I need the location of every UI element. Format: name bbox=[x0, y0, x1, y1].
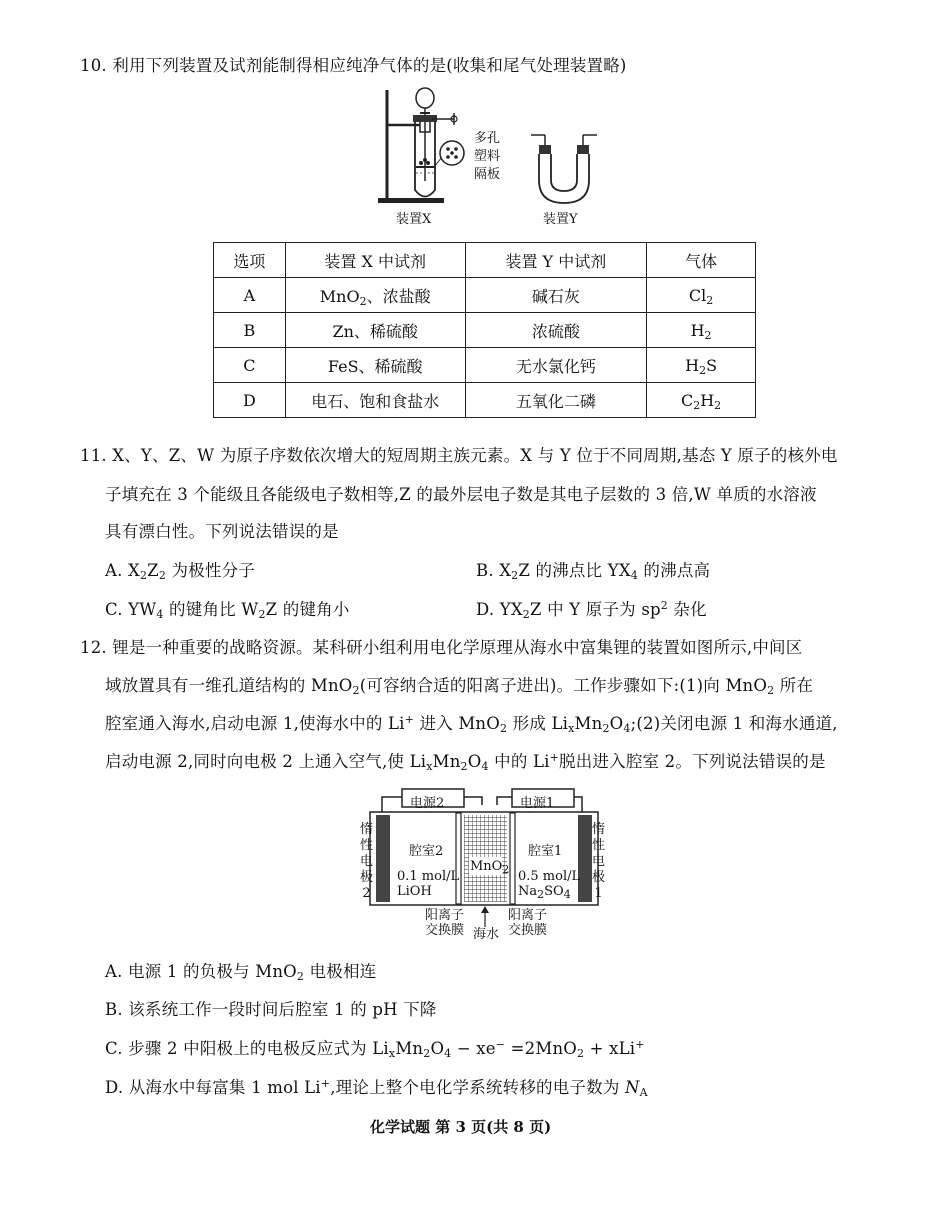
electrode-2-label: 惰 性 电 极 2 bbox=[360, 822, 374, 901]
chamber-1-label: 腔室1 bbox=[528, 844, 563, 859]
inert-electrode-2 bbox=[376, 815, 390, 902]
mno2-label: MnO$_2$ bbox=[470, 859, 510, 876]
option-cell: C bbox=[214, 348, 286, 383]
gas-cell: $H_2S$ bbox=[647, 348, 756, 383]
x-reagent-cell: FeS、稀硫酸 bbox=[285, 348, 465, 383]
seawater-label: 海水 bbox=[473, 927, 500, 942]
apparatus-y-figure bbox=[525, 125, 605, 210]
cation-membrane-right bbox=[510, 813, 515, 904]
table-row bbox=[214, 348, 756, 383]
page-footer: 化学试题 第 3 页(共 8 页) bbox=[370, 1118, 552, 1136]
table-row bbox=[214, 383, 756, 418]
option-cell: D bbox=[214, 383, 286, 418]
cation-membrane-left-label: 阳离子 交换膜 bbox=[425, 908, 465, 938]
apparatus-y-label: 装置Y bbox=[543, 212, 578, 227]
x-reagent-cell: 电石、饱和食盐水 bbox=[285, 383, 465, 418]
q12-option-c[interactable]: C. 步骤 2 中阳极上的电极反应式为 $Li_xMn_2O_4 - xe^- =2MnO_2 + xLi^+$ bbox=[105, 1038, 645, 1060]
q12-option-b[interactable]: B. 该系统工作一段时间后腔室 1 的 pH 下降 bbox=[105, 1000, 437, 1019]
gas-cell: $C_2H_2$ bbox=[647, 383, 756, 418]
chamber-2-label: 腔室2 bbox=[409, 844, 444, 859]
y-reagent-cell: 无水氯化钙 bbox=[465, 348, 647, 383]
q11-line-2: 子填充在 3 个能级且各能级电子数相等,Z 的最外层电子数是其电子层数的 3 倍,W 单质的水溶液 bbox=[105, 485, 817, 504]
option-cell: B bbox=[214, 313, 286, 348]
reagent-table bbox=[213, 242, 756, 418]
table-header-x-reagent: 装置 X 中试剂 bbox=[285, 243, 465, 278]
q12-option-a[interactable]: A. 电源 1 的负极与 MnO$_2$ 电极相连 bbox=[105, 962, 377, 983]
q12-line-4: 启动电源 2,同时向电极 2 上通入空气,使 $Li_xMn_2O_4$ 中的 Li+脱出进入腔室 2。下列说法错误的是 bbox=[105, 751, 826, 773]
table-header-gas: 气体 bbox=[647, 243, 756, 278]
electrode-1-label: 惰 性 电 极 1 bbox=[592, 822, 606, 901]
chamber-2-solution: 0.1 mol/L LiOH bbox=[397, 869, 460, 899]
power-supply-1-label: 电源1 bbox=[520, 796, 555, 811]
q12-option-d[interactable]: D. 从海水中每富集 1 mol Li+,理论上整个电化学系统转移的电子数为 $N_A$ bbox=[105, 1077, 648, 1099]
porous-plate-label: 多孔 塑料 隔板 bbox=[474, 131, 501, 182]
table-header-option: 选项 bbox=[214, 243, 286, 278]
gas-cell: $Cl_2$ bbox=[647, 278, 756, 313]
cation-membrane-right-label: 阳离子 交换膜 bbox=[508, 908, 548, 938]
q11-option-b[interactable]: B. $X_2Z$ 的沸点比 $YX_4$ 的沸点高 bbox=[476, 561, 711, 582]
y-reagent-cell: 五氧化二磷 bbox=[465, 383, 647, 418]
table-header-y-reagent: 装置 Y 中试剂 bbox=[465, 243, 647, 278]
x-reagent-cell: Zn、稀硫酸 bbox=[285, 313, 465, 348]
y-reagent-cell: 碱石灰 bbox=[465, 278, 647, 313]
q11-line-3: 具有漂白性。下列说法错误的是 bbox=[105, 522, 339, 541]
option-cell: A bbox=[214, 278, 286, 313]
table-row bbox=[214, 278, 756, 313]
q11-option-c[interactable]: C. $YW_4$ 的键角比 $W_2Z$ 的键角小 bbox=[105, 600, 350, 621]
x-reagent-cell: MnO$_2$、浓盐酸 bbox=[285, 278, 465, 313]
q12-line-3: 腔室通入海水,启动电源 1,使海水中的 Li+ 进入 MnO$_2$ 形成 $Li_xMn_2O_4;(2)$关闭电源 1 和海水通道, bbox=[105, 713, 838, 735]
power-supply-2-label: 电源2 bbox=[410, 796, 445, 811]
q12-line-1: 12. 锂是一种重要的战略资源。某科研小组利用电化学原理从海水中富集锂的装置如图所示,中间区 bbox=[80, 638, 803, 657]
q11-option-d[interactable]: D. $YX_2Z$ 中 Y 原子为 $sp^2$ 杂化 bbox=[476, 599, 707, 621]
q11-option-a[interactable]: A. $X_2Z_2$ 为极性分子 bbox=[105, 561, 255, 582]
table-header-row bbox=[214, 243, 756, 278]
q11-line-1: 11. X、Y、Z、W 为原子序数依次增大的短周期主族元素。X 与 Y 位于不同周期,基态 Y 原子的核外电 bbox=[80, 446, 838, 465]
chamber-1-solution: 0.5 mol/L $Na_2SO_4$ bbox=[518, 869, 581, 901]
gas-cell: $H_2$ bbox=[647, 313, 756, 348]
y-reagent-cell: 浓硫酸 bbox=[465, 313, 647, 348]
q10-stem: 10. 利用下列装置及试剂能制得相应纯净气体的是(收集和尾气处理装置略) bbox=[80, 56, 627, 75]
apparatus-x-label: 装置X bbox=[396, 212, 432, 227]
table-row bbox=[214, 313, 756, 348]
q12-line-2: 域放置具有一维孔道结构的 MnO$_2$(可容纳合适的阳离子进出)。工作步骤如下:(1)向 MnO$_2$ 所在 bbox=[105, 676, 814, 697]
